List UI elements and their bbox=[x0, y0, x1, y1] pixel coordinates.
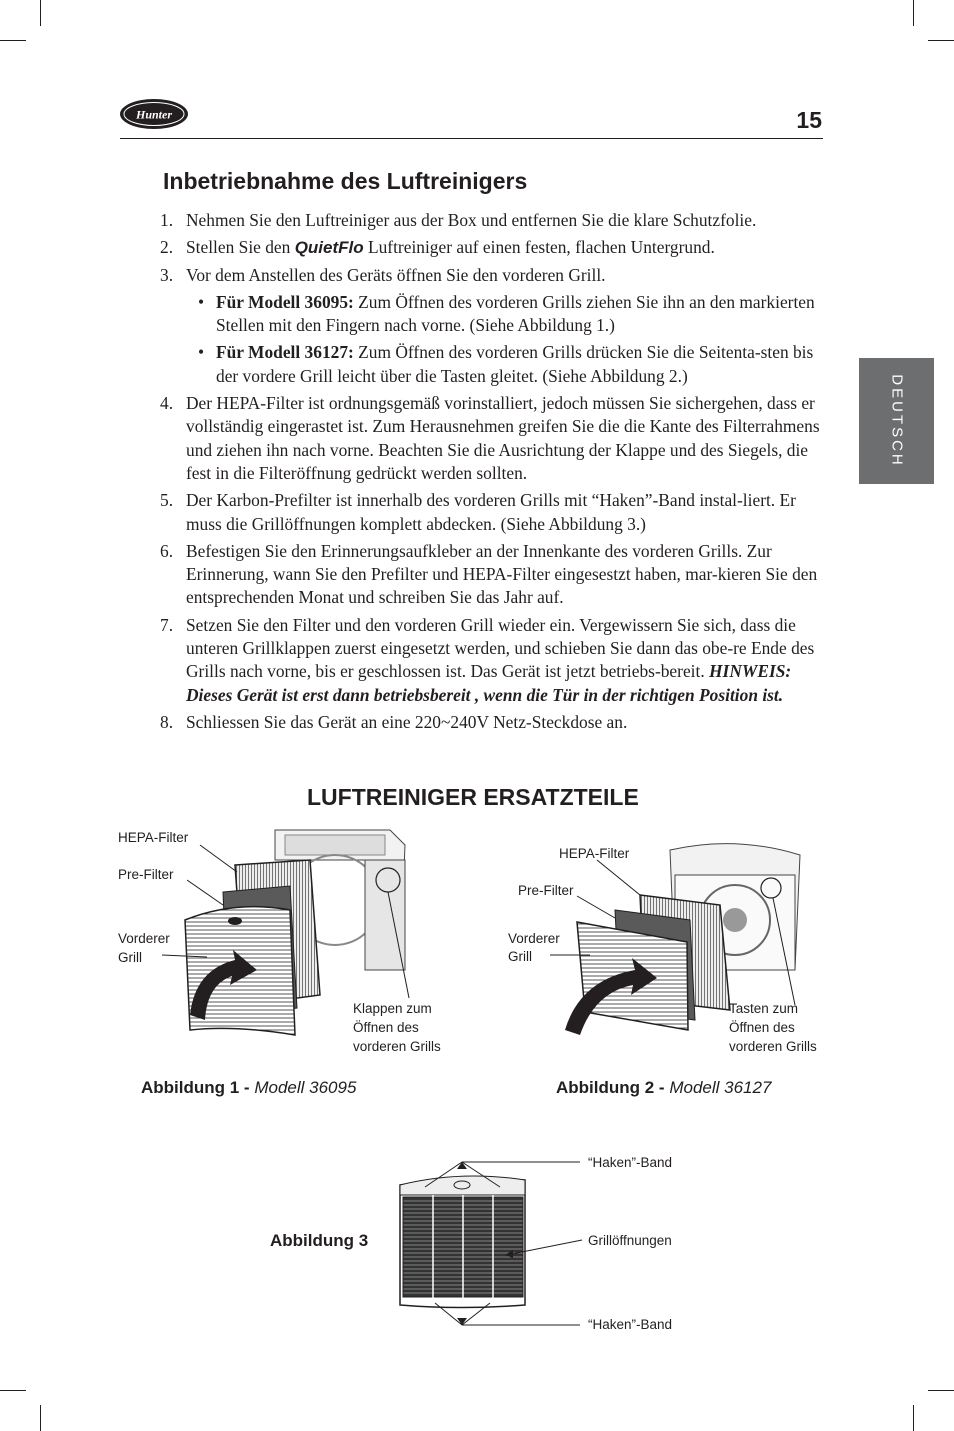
caption-label: Abbildung 2 - bbox=[556, 1078, 670, 1097]
bullet-body: Zum Öffnen des vorderen Grills drücken Sie die Seitenta-sten bis der vordere Grill leicht über die Tasten gleitet. (Siehe Abbildung 2.) bbox=[216, 342, 814, 386]
list-item bbox=[160, 614, 824, 707]
crop-mark bbox=[913, 1405, 914, 1431]
fig2-label-hepa: HEPA-Filter bbox=[559, 846, 630, 861]
svg-text:Hunter: Hunter bbox=[135, 107, 173, 122]
note-text: HINWEIS: Dieses Gerät ist erst dann betriebsbereit , wenn die Tür in der richtigen Position ist. bbox=[186, 661, 792, 705]
crop-mark bbox=[40, 1405, 41, 1431]
fig2-label-prefilter: Pre-Filter bbox=[518, 883, 574, 898]
item-text: Der Karbon-Prefilter ist innerhalb des vorderen Grills mit “Haken”-Band instal-liert. Er muss die Grillöffnungen komplett abdecken. (Siehe Abbildung 3.) bbox=[186, 490, 796, 534]
list-item bbox=[160, 540, 824, 610]
bullet-icon: • bbox=[198, 342, 205, 363]
item-text-main: Setzen Sie den Filter und den vorderen Grill wieder ein. Vergewissern Sie sich, dass die unteren Grillklappen zuerst eingesetzt werden, und schieben Sie dann das obe-re Ende des Grills nach vorne, bis er geschlossen ist. Das Gerät ist jetzt betriebs-bereit. bbox=[186, 614, 815, 682]
fig2-label-buttons-1: Tasten zum bbox=[729, 1001, 799, 1016]
page-number: 15 bbox=[796, 107, 822, 133]
fig2-label-buttons-3: vorderen Grills bbox=[729, 1039, 817, 1054]
fig1-label-grill-2: Grill bbox=[118, 950, 142, 965]
caption-model: Modell 36095 bbox=[254, 1078, 357, 1097]
list-item bbox=[160, 209, 824, 232]
hunter-logo bbox=[118, 96, 190, 132]
item-number: 7. bbox=[160, 614, 174, 635]
header-rule bbox=[120, 138, 823, 139]
item-number: 4. bbox=[160, 393, 174, 414]
list-item bbox=[160, 236, 824, 259]
fig1-label-clips-2: Öffnen des bbox=[353, 1020, 419, 1035]
figure-1-caption bbox=[141, 1078, 356, 1098]
crop-mark bbox=[913, 0, 914, 26]
crop-mark bbox=[928, 40, 954, 41]
item-number: 8. bbox=[160, 711, 174, 732]
item-number: 5. bbox=[160, 490, 174, 511]
item-text-post: Luftreiniger auf einen festen, flachen Untergrund. bbox=[363, 237, 715, 258]
figure-2-caption bbox=[556, 1078, 771, 1098]
item-number: 6. bbox=[160, 540, 174, 561]
language-tab bbox=[859, 358, 934, 484]
item-text: Der HEPA-Filter ist ordnungsgemäß vorinstalliert, jedoch müssen Sie sichergehen, dass er vollständig eingerastet ist. Zum Herausnehmen greifen Sie die die Kante des Filterrahmens und ziehen ihn nach vorne. Beachten Sie die Ausrichtung der Klappe und des Siegels, die fest in die Filteröffnung gedrückt werden sollten. bbox=[186, 393, 820, 483]
fig1-label-prefilter: Pre-Filter bbox=[118, 867, 174, 882]
bullet-text bbox=[216, 341, 824, 388]
fig1-label-grill-1: Vorderer bbox=[118, 931, 170, 946]
item-text bbox=[186, 614, 824, 707]
item-text bbox=[186, 236, 824, 259]
instruction-list bbox=[160, 209, 824, 738]
brand-name: QuietFlo bbox=[294, 238, 364, 258]
fig1-label-clips-1: Klappen zum bbox=[353, 1001, 432, 1016]
bullet-item bbox=[198, 341, 824, 388]
fig2-label-buttons-2: Öffnen des bbox=[729, 1020, 795, 1035]
caption-label: Abbildung 1 - bbox=[141, 1078, 255, 1097]
caption-model: Modell 36127 bbox=[669, 1078, 772, 1097]
bullet-text bbox=[216, 291, 824, 338]
item-text: Nehmen Sie den Luftreiniger aus der Box und entfernen Sie die klare Schutzfolie. bbox=[186, 210, 757, 230]
bullet-item bbox=[198, 291, 824, 338]
bullet-label: Für Modell 36095: bbox=[216, 291, 354, 312]
list-item bbox=[160, 489, 824, 536]
item-text: Vor dem Anstellen des Geräts öffnen Sie den vorderen Grill. bbox=[186, 264, 606, 285]
list-item bbox=[160, 392, 824, 485]
bullet-body: Zum Öffnen des vorderen Grills ziehen Sie ihn an den markierten Stellen mit den Fingern nach vorne. (Siehe Abbildung 1.) bbox=[216, 291, 815, 336]
fig1-label-hepa: HEPA-Filter bbox=[118, 830, 189, 845]
crop-mark bbox=[40, 0, 41, 26]
figure-3-caption: Abbildung 3 bbox=[270, 1231, 369, 1250]
crop-mark bbox=[928, 1390, 954, 1391]
fig2-label-grill-1: Vorderer bbox=[508, 931, 560, 946]
fig3-label-band-bottom: “Haken”-Band bbox=[588, 1317, 673, 1332]
section-title-parts: LUFTREINIGER ERSATZTEILE bbox=[307, 784, 639, 810]
item-text: Befestigen Sie den Erinnerungsaufkleber an der Innenkante des vorderen Grills. Zur Erinnerung, wann Sie den Prefilter und HEPA-Filter eingesestzt haben, mar-kieren Sie den entsprechenden Monat und schreiben Sie das Jahr auf. bbox=[186, 540, 818, 608]
bullet-icon: • bbox=[198, 291, 205, 312]
crop-mark bbox=[0, 40, 26, 41]
item-text-pre: Stellen Sie den bbox=[186, 237, 295, 258]
fig3-label-openings: Grillöffnungen bbox=[588, 1233, 672, 1248]
crop-mark bbox=[0, 1390, 26, 1391]
item-number: 1. bbox=[160, 210, 174, 230]
fig3-label-band-top: “Haken”-Band bbox=[588, 1155, 673, 1170]
list-item bbox=[160, 264, 824, 287]
bullet-label: Für Modell 36127: bbox=[216, 342, 354, 363]
fig1-label-clips-3: vorderen Grills bbox=[353, 1039, 441, 1054]
language-tab-label: DEUTSCH bbox=[888, 374, 905, 468]
fig2-label-grill-2: Grill bbox=[508, 949, 532, 964]
list-item bbox=[160, 711, 824, 734]
item-number: 2. bbox=[160, 237, 174, 258]
item-number: 3. bbox=[160, 264, 174, 285]
section-title: Inbetriebnahme des Luftreinigers bbox=[163, 168, 528, 194]
item-text: Schliessen Sie das Gerät an eine 220~240V Netz-Steckdose an. bbox=[186, 711, 628, 732]
